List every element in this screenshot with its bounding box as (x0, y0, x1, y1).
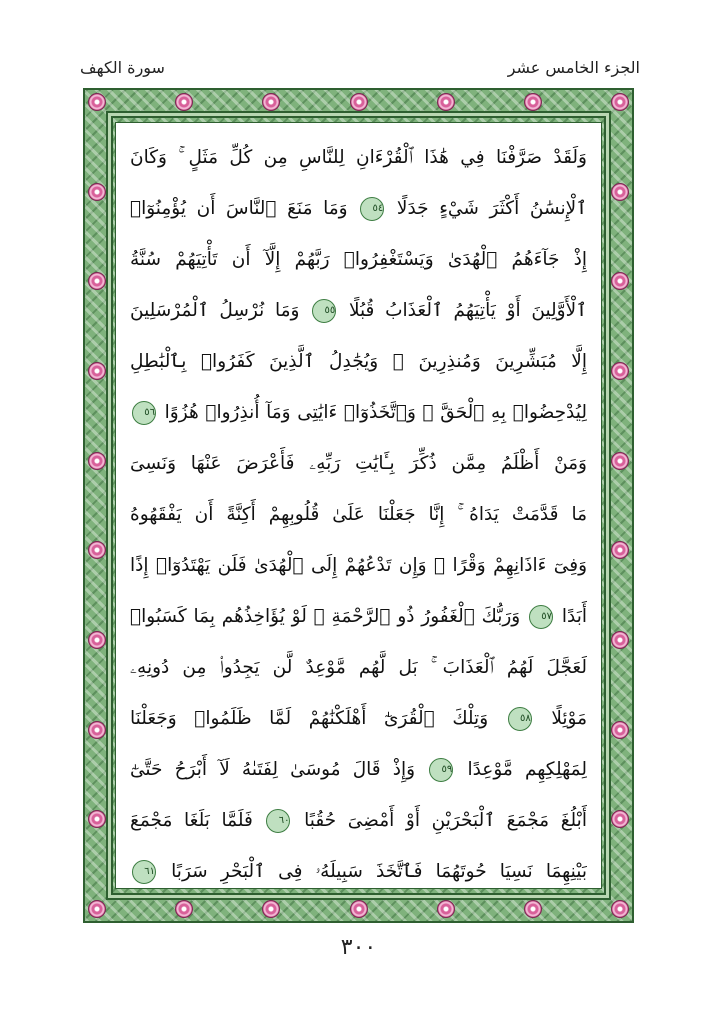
line-text: أَبَدًا (561, 606, 587, 627)
flower-ornament-icon (350, 93, 368, 111)
text-line (130, 795, 587, 846)
line-text: وَلَقَدْ صَرَّفْنَا فِي هَٰذَا ٱلْقُرْءَانِ لِلنَّاسِ مِن كُلِّ مَثَلٍ ۚ وَكَانَ (130, 147, 587, 168)
line-text-continued: وَمَا نُرْسِلُ ٱلْمُرْسَلِينَ (130, 300, 300, 321)
line-text: لِيُدْحِضُوا۟ بِهِ ٱلْحَقَّ ۖ وَٱتَّخَذُوٓا۟ ءَايَٰتِى وَمَآ أُنذِرُوا۟ هُزُوًا (164, 402, 587, 423)
page-number: ٣٠٠ (340, 935, 377, 960)
line-text-continued: وَرَبُّكَ ٱلْغَفُورُ ذُو ٱلرَّحْمَةِ ۖ لَوْ يُؤَاخِذُهُم بِمَا كَسَبُوا۟ (130, 606, 521, 627)
surah-title: سورة الكهف (80, 57, 165, 77)
flower-ornament-icon (524, 93, 542, 111)
line-text-continued: وَإِذْ قَالَ مُوسَىٰ لِفَتَىٰهُ لَآ أَبْرَحُ حَتَّىٰٓ (130, 759, 416, 780)
text-line (130, 540, 587, 591)
flower-ornament-icon (611, 631, 629, 649)
line-text-continued: وَتِلْكَ ٱلْقُرَىٰٓ أَهْلَكْنَٰهُمْ لَمَّا ظَلَمُوا۟ وَجَعَلْنَا (130, 708, 489, 729)
flower-ornament-icon (88, 93, 106, 111)
text-line (130, 489, 587, 540)
line-text: لَعَجَّلَ لَهُمُ ٱلْعَذَابَ ۚ بَل لَّهُم مَّوْعِدٌ لَّن يَجِدُوا۟ مِن دُونِهِۦ (130, 657, 587, 678)
text-line (130, 336, 587, 387)
flower-ornament-icon (88, 810, 106, 828)
text-line (130, 591, 587, 642)
flower-ornament-icon (350, 900, 368, 918)
text-line (130, 183, 587, 234)
flower-ornament-icon (88, 272, 106, 290)
text-line (130, 846, 587, 897)
flower-ornament-icon (88, 541, 106, 559)
text-line (130, 132, 587, 183)
flower-ornament-icon (611, 362, 629, 380)
page-header (80, 52, 640, 82)
line-text: ٱلْإِنسَٰنُ أَكْثَرَ شَيْءٍ جَدَلًا (396, 198, 587, 219)
line-text-continued: فَلَمَّا بَلَغَا مَجْمَعَ (130, 810, 253, 831)
text-line (130, 387, 587, 438)
text-line (130, 642, 587, 693)
ayah-number-marker: ٦٠ (266, 809, 290, 833)
ayah-number-marker: ٥٦ (132, 401, 156, 425)
text-line (130, 744, 587, 795)
flower-ornament-icon (175, 93, 193, 111)
line-text: لِمَهْلِكِهِم مَّوْعِدًا (467, 759, 587, 780)
flower-ornament-icon (88, 721, 106, 739)
line-text: مَا قَدَّمَتْ يَدَاهُ ۚ إِنَّا جَعَلْنَا عَلَىٰ قُلُوبِهِمْ أَكِنَّةً أَن يَفْقَهُوهُ (130, 504, 587, 525)
flower-ornament-icon (611, 810, 629, 828)
line-text: إِذْ جَآءَهُمُ ٱلْهُدَىٰ وَيَسْتَغْفِرُوا۟ رَبَّهُمْ إِلَّآ أَن تَأْتِيَهُمْ سُنَّةُ (130, 249, 587, 270)
flower-ornament-icon (262, 900, 280, 918)
flower-ornament-icon (262, 93, 280, 111)
ayah-number-marker: ٥٩ (429, 758, 453, 782)
ayah-number-marker: ٥٨ (508, 707, 532, 731)
flower-ornament-icon (611, 183, 629, 201)
flower-ornament-icon (88, 900, 106, 918)
flower-ornament-icon (611, 93, 629, 111)
flower-ornament-icon (175, 900, 193, 918)
text-line (130, 438, 587, 489)
text-line (130, 234, 587, 285)
text-line (130, 285, 587, 336)
line-text: إِلَّا مُبَشِّرِينَ وَمُنذِرِينَ ۚ وَيُجَٰدِلُ ٱلَّذِينَ كَفَرُوا۟ بِٱلْبَٰطِلِ (130, 351, 587, 372)
line-text: مَوْئِلًا (551, 708, 587, 729)
flower-ornament-icon (611, 272, 629, 290)
flower-ornament-icon (437, 93, 455, 111)
flower-ornament-icon (611, 721, 629, 739)
line-text: ٱلْأَوَّلِينَ أَوْ يَأْتِيَهُمُ ٱلْعَذَابُ قُبُلًا (348, 300, 587, 321)
ayah-number-marker: ٥٤ (360, 197, 384, 221)
line-text: وَمَنْ أَظْلَمُ مِمَّن ذُكِّرَ بِـَٔايَٰتِ رَبِّهِۦ فَأَعْرَضَ عَنْهَا وَنَسِىَ (130, 453, 587, 474)
flower-ornament-icon (437, 900, 455, 918)
line-text: أَبْلُغَ مَجْمَعَ ٱلْبَحْرَيْنِ أَوْ أَمْضِىَ حُقُبًا (304, 810, 587, 831)
juz-title: الجزء الخامس عشر (507, 57, 640, 77)
ayah-number-marker: ٦١ (132, 860, 156, 884)
flower-ornament-icon (611, 452, 629, 470)
flower-ornament-icon (88, 183, 106, 201)
flower-ornament-icon (88, 631, 106, 649)
line-text-continued: وَمَا مَنَعَ ٱلنَّاسَ أَن يُؤْمِنُوٓا۟ (130, 198, 348, 219)
quran-text (130, 132, 587, 897)
flower-ornament-icon (611, 541, 629, 559)
ayah-number-marker: ٥٧ (529, 605, 553, 629)
line-text: وَفِىٓ ءَاذَانِهِمْ وَقْرًا ۖ وَإِن تَدْعُهُمْ إِلَى ٱلْهُدَىٰ فَلَن يَهْتَدُوٓا۟ إِذًا (130, 555, 587, 576)
line-text: بَيْنِهِمَا نَسِيَا حُوتَهُمَا فَٱتَّخَذَ سَبِيلَهُۥ فِى ٱلْبَحْرِ سَرَبًا (171, 861, 587, 882)
flower-ornament-icon (88, 362, 106, 380)
ayah-number-marker: ٥٥ (312, 299, 336, 323)
flower-ornament-icon (611, 900, 629, 918)
flower-ornament-icon (524, 900, 542, 918)
text-line (130, 693, 587, 744)
flower-ornament-icon (88, 452, 106, 470)
